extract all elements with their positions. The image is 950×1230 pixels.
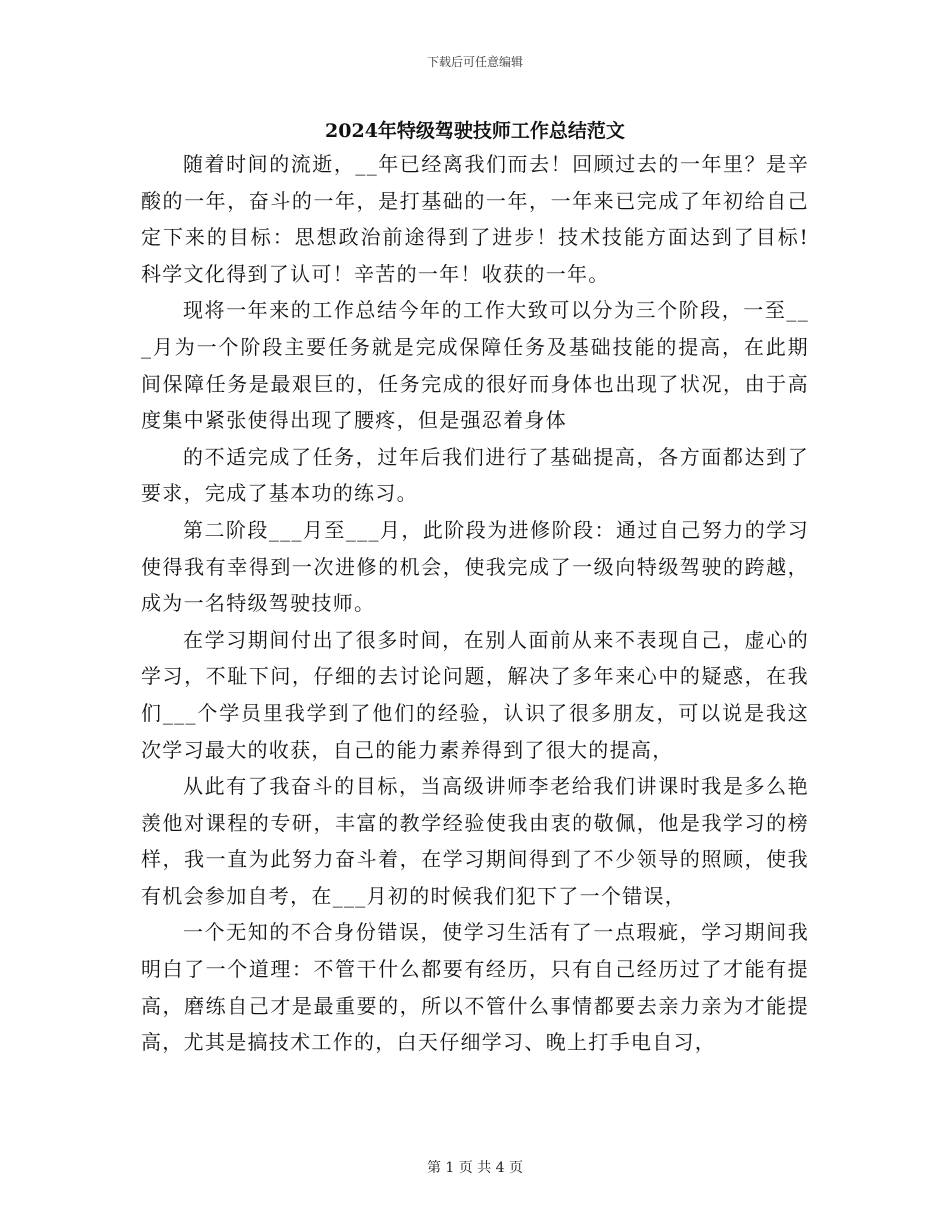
- paragraph-6: 从此有了我奋斗的目标，当高级讲师李老给我们讲课时我是多么艳羡他对课程的专研，丰富的教学经验使我由衷的敬佩，他是我学习的榜样，我一直为此努力奋斗着，在学习期间得到了不少领导的照顾，使我有机会参加自考，在___月初的时候我们犯下了一个错误，: [141, 774, 809, 908]
- header-note: 下载后可任意编辑: [426, 55, 523, 69]
- document-title: 2024年特级驾驶技师工作总结范文: [325, 120, 625, 142]
- paragraph-3: 的不适完成了任务，过年后我们进行了基础提高，各方面都达到了要求，完成了基本功的练习。: [141, 444, 809, 506]
- paragraph-5: 在学习期间付出了很多时间，在别人面前从来不表现自己，虚心的学习，不耻下问，仔细的去讨论问题，解决了多年来心中的疑惑，在我们___个学员里我学到了他们的经验，认识了很多朋友，可以说是我这次学习最大的收获，自己的能力素养得到了很大的提高，: [141, 627, 809, 762]
- page-number-footer: 第 1 页 共 4 页: [426, 1160, 524, 1176]
- paragraph-4: 第二阶段___月至___月，此阶段为进修阶段：通过自己努力的学习使得我有幸得到一次进修的机会，使我完成了一级向特级驾驶的跨越，成为一名特级驾驶技师。: [141, 517, 809, 616]
- paragraph-2: 现将一年来的工作总结今年的工作大致可以分为三个阶段，一至___月为一个阶段主要任务就是完成保障任务及基础技能的提高，在此期间保障任务是最艰巨的，任务完成的很好而身体也出现了状况，由于高度集中紧张使得出现了腰疼，但是强忍着身体: [141, 298, 809, 433]
- document-body: [141, 146, 809, 1061]
- paragraph-1: 随着时间的流逝，__年已经离我们而去！回顾过去的一年里？是辛酸的一年，奋斗的一年，是打基础的一年，一年来已完成了年初给自己定下来的目标：思想政治前途得到了进步！技术技能方面达到了目标!科学文化得到了认可！辛苦的一年！收获的一年。: [141, 152, 809, 286]
- paragraph-7: 一个无知的不合身份错误，使学习生活有了一点瑕疵，学习期间我明白了一个道理：不管干什么都要有经历，只有自己经历过了才能有提高，磨练自己才是最重要的，所以不管什么事情都要去亲力亲为才能提高，尤其是搞技术工作的，白天仔细学习、晚上打手电自习，: [141, 920, 809, 1055]
